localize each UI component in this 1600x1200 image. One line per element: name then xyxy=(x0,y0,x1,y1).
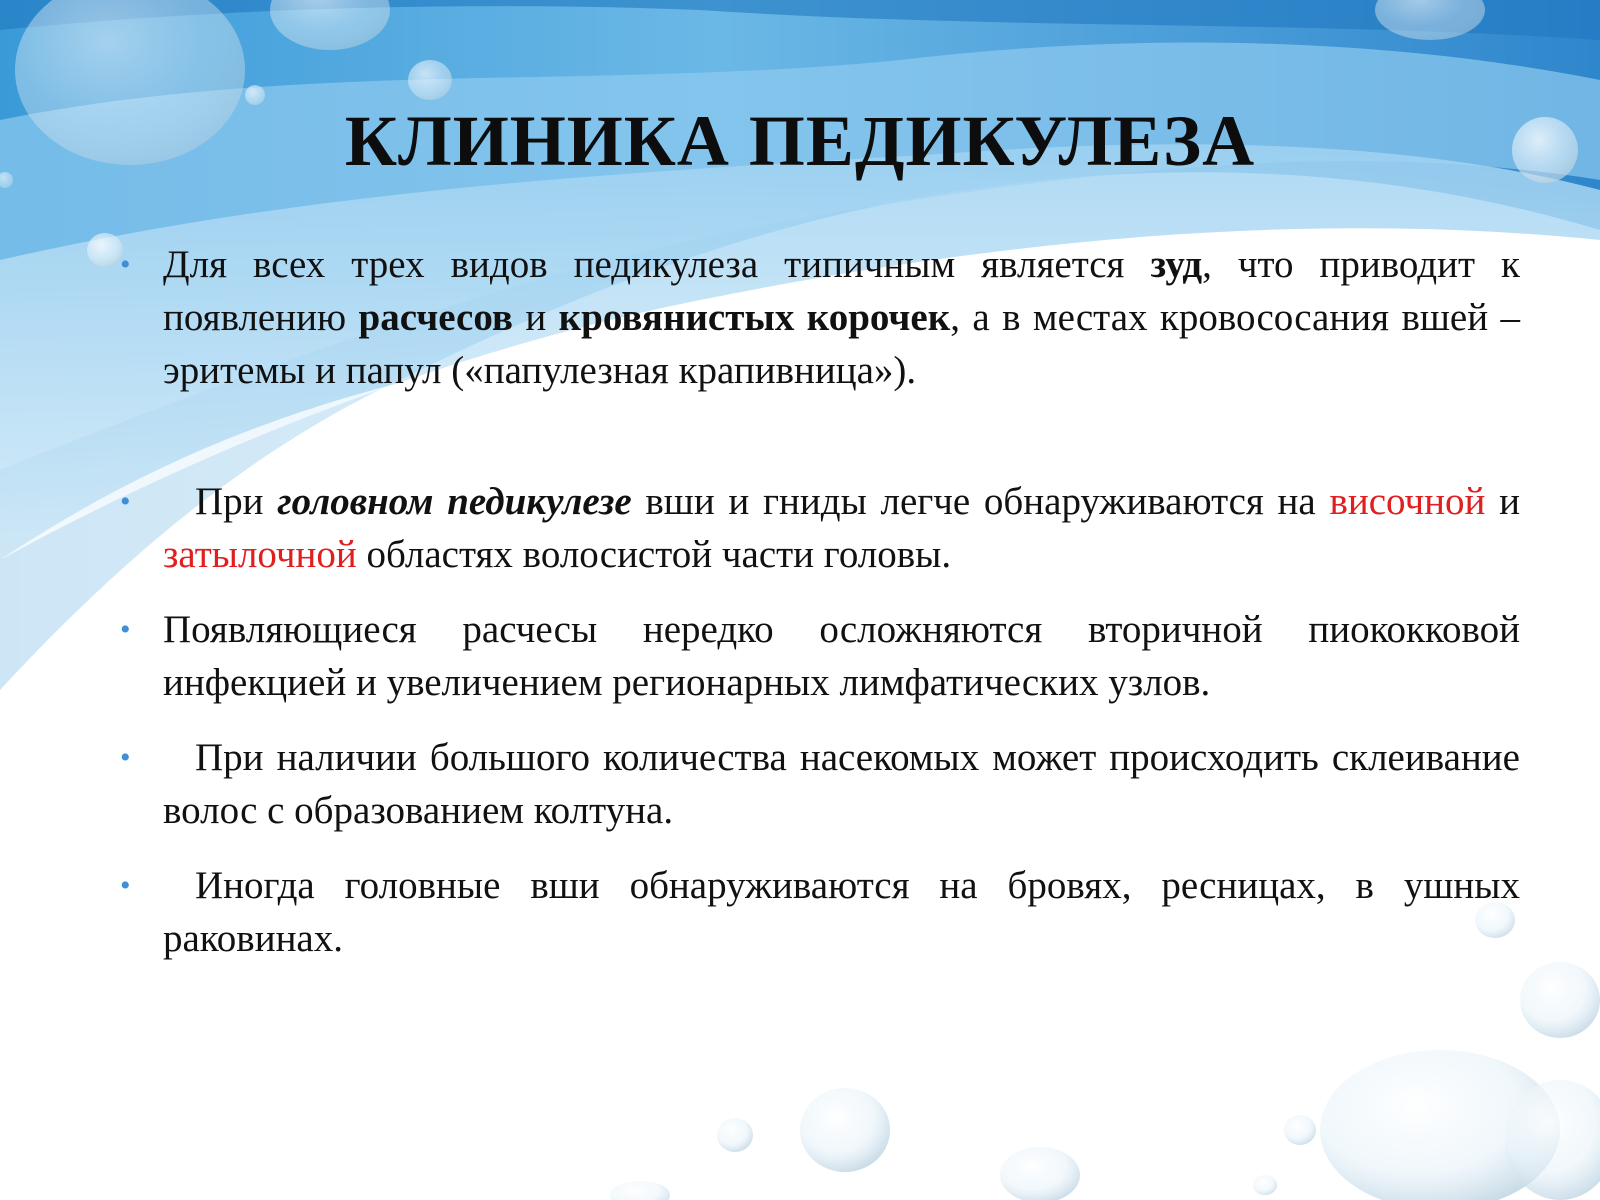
text-segment: и xyxy=(512,296,559,339)
text-segment: При xyxy=(195,480,278,523)
emphasis-itch: зуд xyxy=(1150,243,1203,286)
emphasis-scratches: расчесов xyxy=(358,296,513,339)
list-item xyxy=(120,475,1520,581)
text-segment: и xyxy=(1485,480,1520,523)
highlight-occipital: затылочной xyxy=(163,533,357,576)
emphasis-crusts: кровянистых корочек xyxy=(558,296,951,339)
highlight-temporal: височной xyxy=(1329,480,1486,523)
bullet-icon: • xyxy=(120,869,131,902)
list-item xyxy=(120,603,1520,709)
text-segment: областях волосистой части головы. xyxy=(356,533,952,576)
bullet-icon: • xyxy=(120,248,131,281)
bullet-icon: • xyxy=(120,485,131,518)
text-segment: вши и гниды легче обнаруживаются на xyxy=(631,480,1330,523)
text-segment: Появляющиеся расчесы нередко осложняются вторичной пиококковой инфекцией и увеличением регионарных лимфатических узлов. xyxy=(163,608,1520,704)
text-segment: При наличии большого количества насекомых может происходить склеивание волос с образованием колтуна. xyxy=(163,736,1520,832)
slide-title: КЛИНИКА ПЕДИКУЛЕЗА xyxy=(344,101,1256,181)
text-segment: , что приводит к появлению xyxy=(163,243,1521,339)
emphasis-head-lice: головном педикулезе xyxy=(277,480,632,523)
bullet-list xyxy=(120,238,1520,987)
list-item xyxy=(120,859,1520,965)
bullet-icon: • xyxy=(120,741,131,774)
list-item xyxy=(120,731,1520,837)
text-segment: , а в местах кровососания вшей – эритемы и папул («папулезная крапивница»). xyxy=(163,296,1521,392)
bullet-icon: • xyxy=(120,613,131,646)
text-segment: Иногда головные вши обнаруживаются на бровях, ресницах, в ушных раковинах. xyxy=(163,864,1520,960)
list-item xyxy=(120,238,1520,397)
text-segment: Для всех трех видов педикулеза типичным является xyxy=(163,243,1151,286)
